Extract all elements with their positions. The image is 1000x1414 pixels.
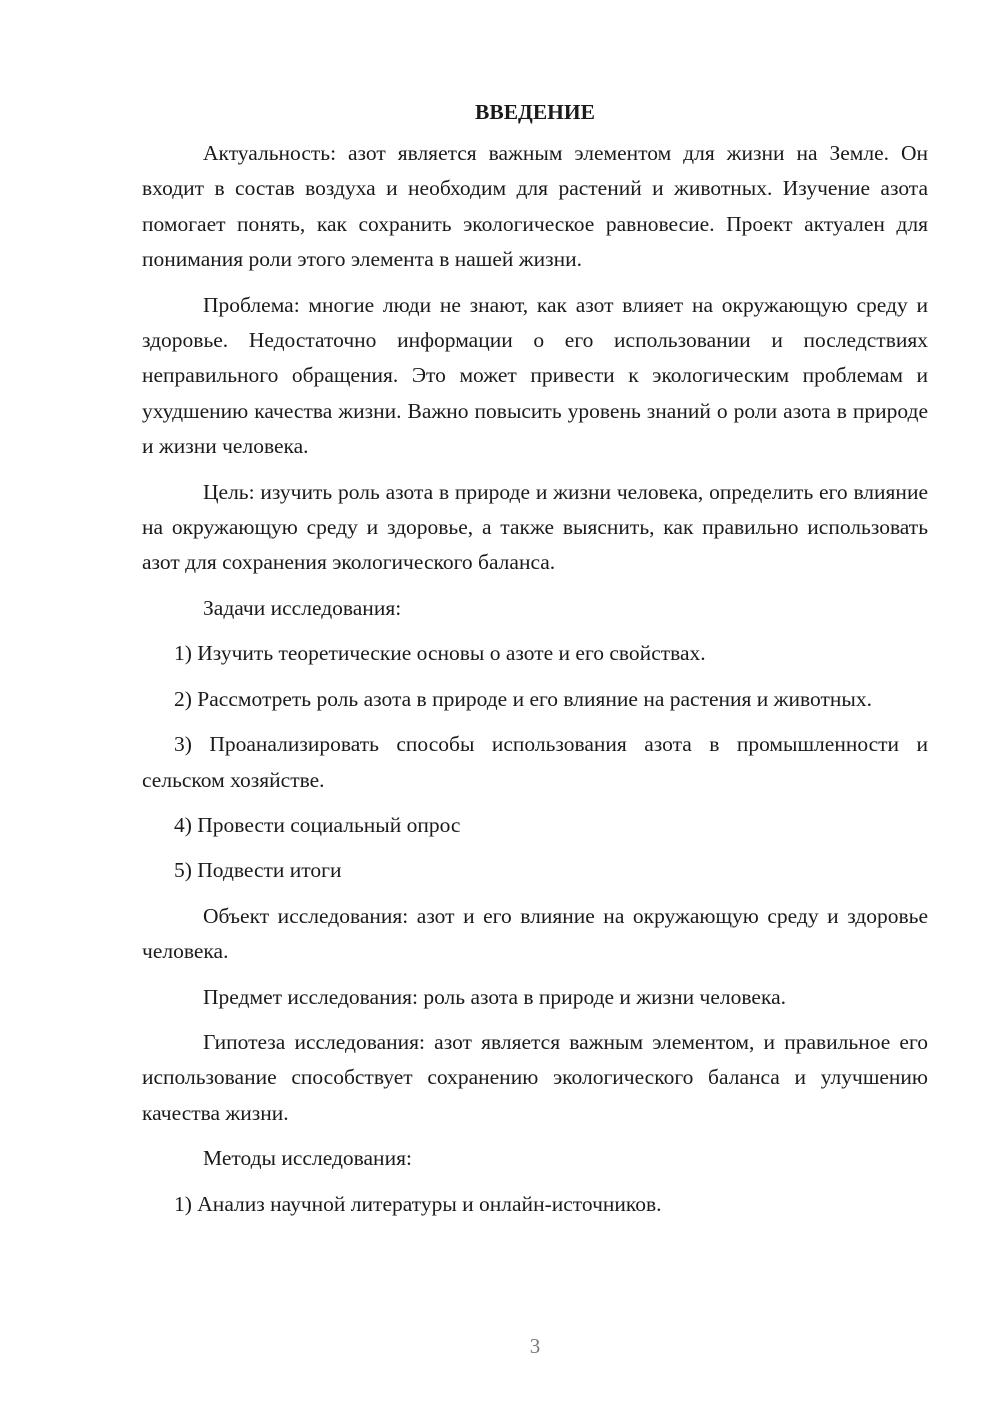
page-number: 3 bbox=[529, 1334, 541, 1358]
paragraph-subject: Предмет исследования: роль азота в природе и жизни человека. bbox=[203, 984, 786, 1009]
tasks-heading: Задачи исследования: bbox=[203, 595, 402, 620]
task-item: 2) Рассмотреть роль азота в природе и его влияние на растения и животных. bbox=[174, 686, 872, 711]
paragraph-hypothesis: Гипотеза исследования: азот является важным элементом, и правильное его использование способствует сохранению экологического баланса и улучшению качества жизни. bbox=[142, 1029, 928, 1125]
method-item: 1) Анализ научной литературы и онлайн-источников. bbox=[174, 1191, 662, 1216]
paragraph-object: Объект исследования: азот и его влияние на окружающую среду и здоровье человека. bbox=[142, 903, 928, 964]
methods-heading: Методы исследования: bbox=[203, 1146, 412, 1171]
section-title: ВВЕДЕНИЕ bbox=[475, 100, 595, 124]
task-item: 1) Изучить теоретические основы о азоте и его свойствах. bbox=[174, 641, 706, 666]
document-page bbox=[142, 96, 928, 1232]
paragraph-goal: Цель: изучить роль азота в природе и жизни человека, определить его влияние на окружающую среду и здоровье, а также выяснить, как правильно использовать азот для сохранения экологического баланса. bbox=[142, 479, 928, 575]
task-item: 3) Проанализировать способы использования азота в промышленности и сельском хозяйстве. bbox=[142, 732, 928, 792]
task-item: 4) Провести социальный опрос bbox=[174, 812, 461, 837]
paragraph-problem: Проблема: многие люди не знают, как азот влияет на окружающую среду и здоровье. Недостаточно информации о его использовании и последствиях неправильного обращения. Это может привести к экологическим проблемам и ухудшению качества жизни. Важно повысить уровень знаний о роли азота в природе и жизни человека. bbox=[142, 292, 928, 459]
task-item: 5) Подвести итоги bbox=[174, 858, 342, 883]
paragraph-relevance: Актуальность: азот является важным элементом для жизни на Земле. Он входит в состав воздуха и необходим для растений и животных. Изучение азота помогает понять, как сохранить экологическое равновесие. Проект актуален для понимания роли этого элемента в нашей жизни. bbox=[142, 141, 928, 272]
